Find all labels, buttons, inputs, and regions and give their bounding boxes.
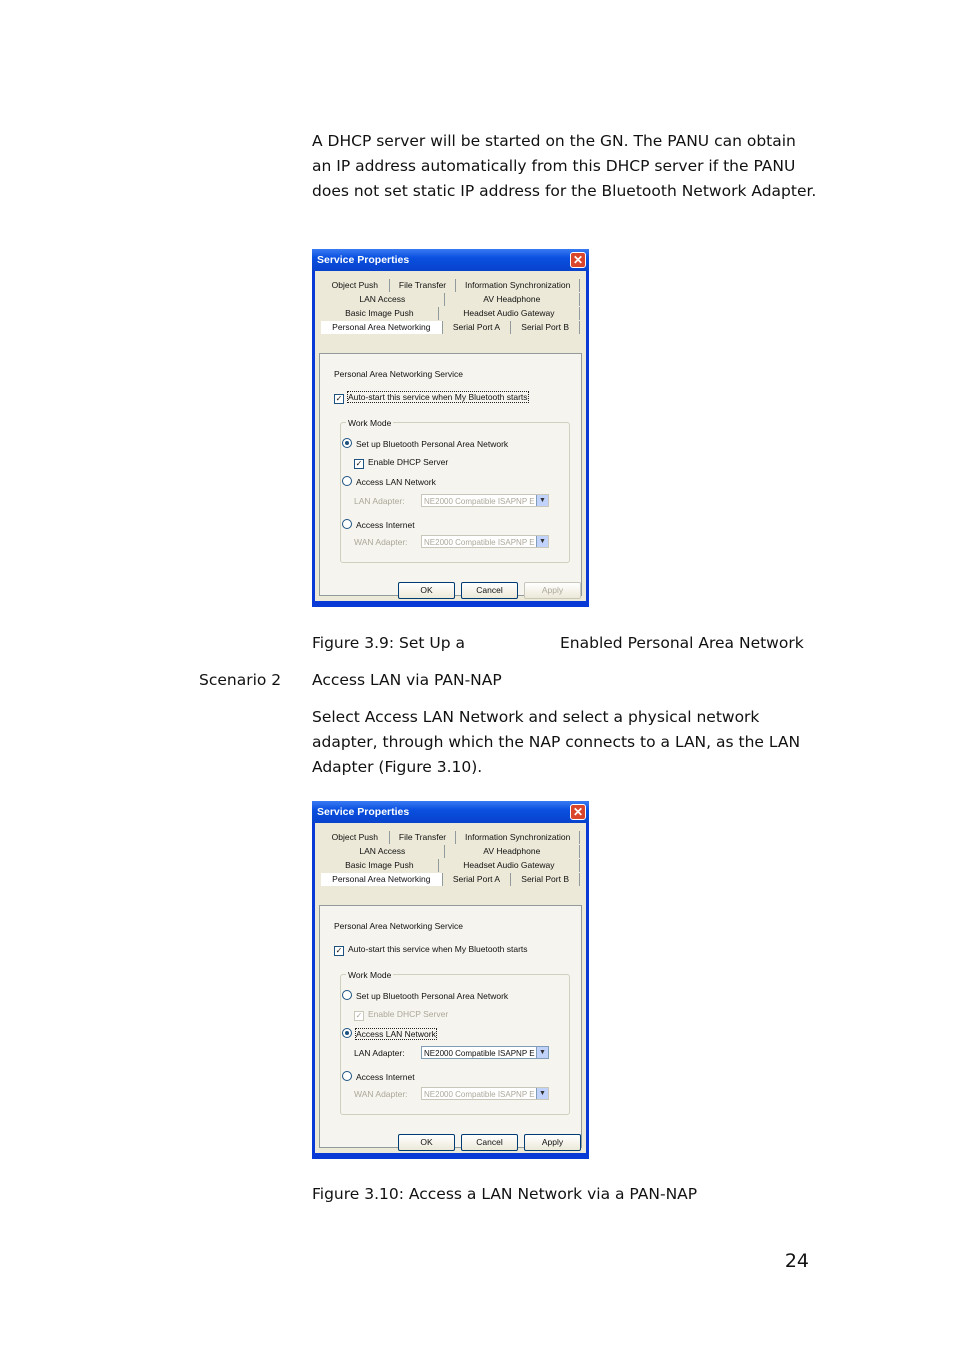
- radio-selected-icon: [342, 438, 352, 448]
- figure2-caption: Figure 3.10: Access a LAN Network via a PAN-NAP: [312, 1185, 698, 1203]
- chevron-down-icon: ▼: [536, 495, 548, 506]
- radio-unselected-icon: [342, 476, 352, 486]
- second-paragraph: Select Access LAN Network and select a physical network adapter, through which the NAP connects to a LAN, as the LAN Adapter (Figure 3.10).: [312, 708, 801, 776]
- tab-av-headphone[interactable]: AV Headphone: [445, 845, 580, 858]
- ok-button[interactable]: OK: [398, 1134, 455, 1151]
- tab-information-synchronization[interactable]: Information Synchronization: [456, 279, 580, 292]
- setup-pan-label: Set up Bluetooth Personal Area Network: [356, 991, 509, 1001]
- section-title: Personal Area Networking Service: [334, 369, 463, 379]
- access-internet-radio[interactable]: [342, 1071, 415, 1082]
- setup-pan-radio[interactable]: [342, 438, 508, 449]
- autostart-label: Auto-start this service when My Bluetooth starts: [348, 944, 528, 954]
- radio-unselected-icon: [342, 990, 352, 1000]
- tab-serial-port-a[interactable]: Serial Port A: [443, 321, 512, 334]
- dialog-titlebar: [312, 249, 589, 271]
- enable-dhcp-label: Enable DHCP Server: [368, 1009, 449, 1019]
- apply-button[interactable]: Apply: [524, 1134, 581, 1151]
- wan-adapter-value: NE2000 Compatible ISAPNP E: [424, 1090, 535, 1099]
- tab-lan-access[interactable]: LAN Access: [321, 845, 445, 858]
- tab-lan-access[interactable]: LAN Access: [321, 293, 445, 306]
- figure1-caption-left: Figure 3.9: Set Up a: [312, 634, 466, 652]
- apply-button[interactable]: Apply: [524, 582, 581, 599]
- lan-adapter-select[interactable]: [421, 494, 549, 507]
- enable-dhcp-checkbox[interactable]: [354, 1009, 448, 1021]
- radio-unselected-icon: [342, 519, 352, 529]
- ok-button[interactable]: OK: [398, 582, 455, 599]
- tab-personal-area-networking[interactable]: Personal Area Networking: [321, 321, 443, 334]
- cancel-button[interactable]: Cancel: [461, 582, 518, 599]
- dialog-title: Service Properties: [317, 254, 410, 266]
- work-mode-label: Work Mode: [348, 418, 392, 428]
- lan-adapter-select[interactable]: [421, 1046, 549, 1059]
- dialog-title: Service Properties: [317, 806, 410, 818]
- chevron-down-icon: ▼: [536, 536, 548, 547]
- wan-adapter-value: NE2000 Compatible ISAPNP E: [424, 538, 535, 547]
- autostart-label: Auto-start this service when My Bluetooth starts: [348, 392, 528, 402]
- service-properties-dialog-1: [312, 249, 589, 607]
- close-icon[interactable]: ✕: [570, 804, 586, 820]
- lan-adapter-label: LAN Adapter:: [354, 496, 405, 506]
- access-lan-radio[interactable]: [342, 1028, 436, 1039]
- tab-serial-port-b[interactable]: Serial Port B: [511, 873, 580, 886]
- checkbox-check-icon: ✓: [335, 946, 343, 955]
- checkbox-check-icon: ✓: [355, 1011, 363, 1020]
- lan-adapter-value: NE2000 Compatible ISAPNP E: [424, 1049, 535, 1058]
- lan-adapter-value: NE2000 Compatible ISAPNP E: [424, 497, 535, 506]
- page-number: 24: [784, 1250, 809, 1272]
- radio-unselected-icon: [342, 1071, 352, 1081]
- tab-personal-area-networking[interactable]: Personal Area Networking: [321, 873, 443, 886]
- enable-dhcp-label: Enable DHCP Server: [368, 457, 449, 467]
- lan-adapter-label: LAN Adapter:: [354, 1048, 405, 1058]
- setup-pan-label: Set up Bluetooth Personal Area Network: [356, 439, 509, 449]
- tab-object-push[interactable]: Object Push: [321, 279, 390, 292]
- setup-pan-radio[interactable]: [342, 990, 508, 1001]
- access-internet-label: Access Internet: [356, 1072, 415, 1082]
- work-mode-label: Work Mode: [348, 970, 392, 980]
- tab-av-headphone[interactable]: AV Headphone: [445, 293, 580, 306]
- enable-dhcp-checkbox[interactable]: [354, 457, 448, 469]
- tab-headset-audio-gateway[interactable]: Headset Audio Gateway: [439, 307, 580, 320]
- wan-adapter-select[interactable]: [421, 535, 549, 548]
- access-internet-label: Access Internet: [356, 520, 415, 530]
- access-lan-label: Access LAN Network: [356, 477, 436, 487]
- wan-adapter-select[interactable]: [421, 1087, 549, 1100]
- autostart-checkbox[interactable]: [334, 944, 528, 956]
- access-internet-radio[interactable]: [342, 519, 415, 530]
- access-lan-label: Access LAN Network: [356, 1029, 436, 1039]
- service-properties-dialog-2: [312, 801, 589, 1159]
- scenario-label: Scenario 2: [199, 671, 282, 689]
- close-icon[interactable]: ✕: [570, 252, 586, 268]
- chevron-down-icon: ▼: [536, 1088, 548, 1099]
- access-lan-radio[interactable]: [342, 476, 436, 487]
- wan-adapter-label: WAN Adapter:: [354, 537, 408, 547]
- checkbox-check-icon: ✓: [355, 459, 363, 468]
- tab-file-transfer[interactable]: File Transfer: [390, 831, 457, 844]
- scenario-title: Access LAN via PAN-NAP: [312, 671, 502, 689]
- radio-selected-icon: [342, 1028, 352, 1038]
- chevron-down-icon: ▼: [536, 1047, 548, 1058]
- tab-basic-image-push[interactable]: Basic Image Push: [321, 307, 439, 320]
- intro-paragraph: A DHCP server will be started on the GN. The PANU can obtain an IP address automatically from this DHCP server if the PANU does not set static IP address for the Bluetooth Network Adapter.: [312, 132, 817, 200]
- tab-information-synchronization[interactable]: Information Synchronization: [456, 831, 580, 844]
- wan-adapter-label: WAN Adapter:: [354, 1089, 408, 1099]
- tab-serial-port-a[interactable]: Serial Port A: [443, 873, 512, 886]
- tab-basic-image-push[interactable]: Basic Image Push: [321, 859, 439, 872]
- checkbox-check-icon: ✓: [335, 394, 343, 403]
- cancel-button[interactable]: Cancel: [461, 1134, 518, 1151]
- section-title: Personal Area Networking Service: [334, 921, 463, 931]
- tab-serial-port-b[interactable]: Serial Port B: [511, 321, 580, 334]
- dialog-titlebar: [312, 801, 589, 823]
- tab-object-push[interactable]: Object Push: [321, 831, 390, 844]
- figure1-caption-right: Enabled Personal Area Network: [560, 634, 804, 652]
- autostart-checkbox[interactable]: [334, 392, 528, 404]
- tab-headset-audio-gateway[interactable]: Headset Audio Gateway: [439, 859, 580, 872]
- tab-file-transfer[interactable]: File Transfer: [390, 279, 457, 292]
